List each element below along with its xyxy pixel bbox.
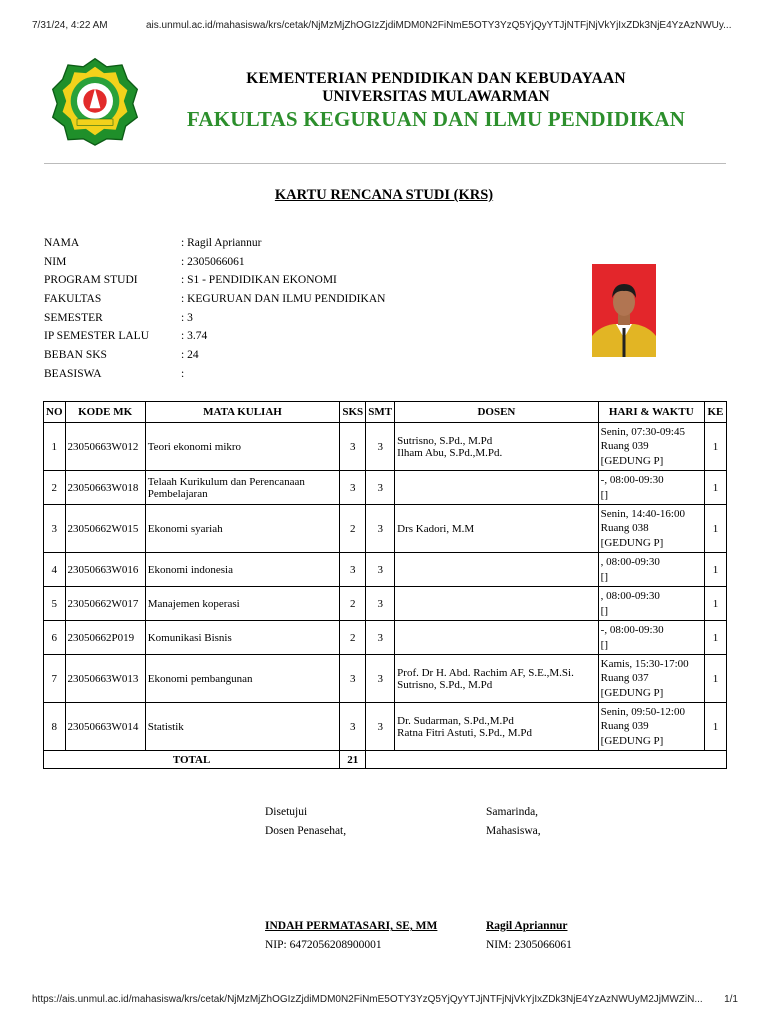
- cell-hari-waktu-line: Senin, 14:40-16:00: [600, 507, 685, 520]
- cell-no: 6: [44, 621, 66, 655]
- info-value: : Ragil Apriannur: [181, 237, 262, 249]
- info-value: : 3: [181, 311, 193, 324]
- table-row: [44, 423, 727, 471]
- cell-sks: 3: [340, 703, 366, 751]
- cell-no: 3: [44, 505, 66, 553]
- column-header: KE: [704, 402, 726, 423]
- cell-no: 1: [44, 423, 66, 471]
- info-row: [44, 274, 385, 293]
- table-row: [44, 655, 727, 703]
- info-label: BEBAN SKS: [44, 349, 107, 362]
- krs-table: [43, 401, 727, 769]
- student-info: [44, 237, 385, 387]
- cell-hari-waktu-line: Kamis, 15:30-17:00: [600, 657, 689, 670]
- info-label: SEMESTER: [44, 311, 103, 324]
- cell-hari-waktu-line: [GEDUNG P]: [600, 734, 664, 747]
- info-label: NIM: [44, 255, 67, 268]
- cell-hari-waktu: [598, 587, 704, 621]
- column-header: MATA KULIAH: [145, 402, 339, 423]
- student-label: Mahasiswa,: [486, 825, 541, 837]
- cell-mata-kuliah: Ekonomi syariah: [145, 505, 339, 553]
- cell-dosen-line: Ilham Abu, S.Pd.,M.Pd.: [397, 446, 503, 459]
- cell-ke: 1: [704, 655, 726, 703]
- cell-dosen: [395, 587, 598, 621]
- cell-hari-waktu-line: [GEDUNG P]: [600, 454, 664, 467]
- cell-ke: 1: [704, 621, 726, 655]
- table-row: [44, 703, 727, 751]
- ministry-name: KEMENTERIAN PENDIDIKAN DAN KEBUDAYAAN: [246, 70, 626, 87]
- cell-sks: 2: [340, 621, 366, 655]
- table-row: [44, 471, 727, 505]
- cell-mata-kuliah: Ekonomi pembangunan: [145, 655, 339, 703]
- print-datetime: 7/31/24, 4:22 AM: [32, 20, 108, 31]
- cell-kode-mk: 23050663W014: [65, 703, 145, 751]
- cell-dosen-line: Drs Kadori, M.M: [397, 522, 475, 535]
- page-number: 1/1: [724, 994, 738, 1005]
- header-divider: [44, 163, 726, 164]
- column-header: SKS: [340, 402, 366, 423]
- cell-hari-waktu: [598, 553, 704, 587]
- info-value: : 2305066061: [181, 255, 245, 268]
- info-value: : KEGURUAN DAN ILMU PENDIDIKAN: [181, 293, 386, 306]
- info-value: : 3.74: [181, 330, 208, 343]
- cell-hari-waktu: [598, 505, 704, 553]
- university-logo-icon: [50, 56, 140, 146]
- cell-ke: 1: [704, 703, 726, 751]
- cell-dosen: [395, 655, 598, 703]
- info-row: [44, 256, 385, 275]
- cell-smt: 3: [366, 505, 395, 553]
- cell-kode-mk: 23050663W013: [65, 655, 145, 703]
- cell-smt: 3: [366, 587, 395, 621]
- cell-dosen: [395, 471, 598, 505]
- cell-hari-waktu: [598, 703, 704, 751]
- cell-hari-waktu-line: []: [600, 570, 608, 583]
- cell-sks: 3: [340, 423, 366, 471]
- info-row: [44, 293, 385, 312]
- cell-ke: 1: [704, 553, 726, 587]
- cell-no: 5: [44, 587, 66, 621]
- cell-hari-waktu-line: , 08:00-09:30: [600, 590, 660, 602]
- cell-dosen: [395, 621, 598, 655]
- cell-sks: 3: [340, 553, 366, 587]
- approval-label: Disetujui: [265, 806, 308, 818]
- cell-kode-mk: 23050662W017: [65, 587, 145, 621]
- column-header: SMT: [366, 402, 395, 423]
- cell-smt: 3: [366, 471, 395, 505]
- cell-ke: 1: [704, 423, 726, 471]
- info-row: [44, 349, 385, 368]
- advisor-label: Dosen Penasehat,: [265, 825, 347, 837]
- cell-hari-waktu-line: Senin, 09:50-12:00: [600, 705, 685, 718]
- cell-mata-kuliah: Ekonomi indonesia: [145, 553, 339, 587]
- cell-hari-waktu-line: []: [600, 488, 608, 501]
- info-row: [44, 312, 385, 331]
- cell-dosen-line: Ratna Fitri Astuti, S.Pd., M.Pd: [397, 726, 532, 739]
- cell-hari-waktu-line: Ruang 039: [600, 720, 649, 733]
- column-header: HARI & WAKTU: [598, 402, 704, 423]
- info-value: : 24: [181, 349, 199, 362]
- cell-hari-waktu-line: Ruang 038: [600, 522, 649, 535]
- info-label: BEASISWA: [44, 367, 102, 380]
- cell-smt: 3: [366, 553, 395, 587]
- faculty-name: FAKULTAS KEGURUAN DAN ILMU PENDIDIKAN: [186, 107, 686, 131]
- cell-ke: 1: [704, 505, 726, 553]
- cell-hari-waktu-line: Ruang 039: [600, 440, 649, 453]
- student-signature-nim: NIM: 2305066061: [486, 939, 572, 951]
- cell-kode-mk: 23050662W015: [65, 505, 145, 553]
- print-footer-url: https://ais.unmul.ac.id/mahasiswa/krs/cetak/NjMzMjZhOGIzZjdiMDM0N2FiNmE5OTY3YzQ5YjQyYTJjNTFjNjVkYjIxZDk3NjE4YzAzNWUyM2JjMWZiN...: [32, 994, 703, 1005]
- cell-ke: 1: [704, 587, 726, 621]
- info-label: PROGRAM STUDI: [44, 274, 138, 287]
- cell-hari-waktu-line: -, 08:00-09:30: [600, 474, 664, 486]
- cell-hari-waktu: [598, 423, 704, 471]
- info-row: [44, 330, 385, 349]
- total-sks: 21: [340, 751, 366, 769]
- cell-smt: 3: [366, 655, 395, 703]
- table-row: [44, 553, 727, 587]
- cell-smt: 3: [366, 423, 395, 471]
- cell-hari-waktu-line: -, 08:00-09:30: [600, 624, 664, 636]
- column-header: NO: [44, 402, 66, 423]
- info-label: IP SEMESTER LALU: [44, 330, 149, 343]
- cell-dosen: [395, 553, 598, 587]
- document-title: KARTU RENCANA STUDI (KRS): [274, 187, 494, 203]
- cell-kode-mk: 23050663W012: [65, 423, 145, 471]
- info-value: :: [181, 367, 185, 380]
- cell-hari-waktu-line: Senin, 07:30-09:45: [600, 425, 685, 438]
- cell-hari-waktu-line: []: [600, 604, 608, 617]
- info-value: : S1 - PENDIDIKAN EKONOMI: [181, 274, 337, 287]
- total-label: TOTAL: [44, 751, 340, 769]
- place-label: Samarinda,: [486, 806, 539, 818]
- info-row: [44, 237, 385, 256]
- cell-kode-mk: 23050663W016: [65, 553, 145, 587]
- cell-dosen-line: Prof. Dr H. Abd. Rachim AF, S.E.,M.Si.: [397, 666, 574, 679]
- table-header-row: [44, 402, 727, 423]
- cell-hari-waktu: [598, 471, 704, 505]
- cell-hari-waktu-line: []: [600, 638, 608, 651]
- info-row: [44, 368, 385, 387]
- cell-dosen-line: Dr. Sudarman, S.Pd.,M.Pd: [397, 714, 514, 727]
- cell-sks: 3: [340, 471, 366, 505]
- student-signature-name: Ragil Apriannur: [486, 920, 568, 932]
- cell-dosen-line: Sutrisno, S.Pd., M.Pd: [397, 678, 493, 691]
- university-name: UNIVERSITAS MULAWARMAN: [322, 88, 550, 105]
- student-photo: [592, 264, 656, 357]
- column-header: KODE MK: [65, 402, 145, 423]
- table-row: [44, 505, 727, 553]
- cell-mata-kuliah: Teori ekonomi mikro: [145, 423, 339, 471]
- table-row: [44, 621, 727, 655]
- print-header-url: ais.unmul.ac.id/mahasiswa/krs/cetak/NjMzMjZhOGIzZjdiMDM0N2FiNmE5OTY3YzQ5YjQyYTJjNTFjNjVkYjIxZDk3NjE4YzAzNWUy...: [146, 20, 732, 31]
- info-label: NAMA: [44, 237, 80, 249]
- cell-no: 7: [44, 655, 66, 703]
- cell-hari-waktu-line: Ruang 037: [600, 672, 649, 685]
- cell-mata-kuliah: Telaah Kurikulum dan Perencanaan Pembelajaran: [145, 471, 339, 505]
- cell-dosen-line: Sutrisno, S.Pd., M.Pd: [397, 434, 493, 447]
- cell-no: 2: [44, 471, 66, 505]
- info-label: FAKULTAS: [44, 293, 102, 306]
- column-header: DOSEN: [395, 402, 598, 423]
- cell-dosen: [395, 703, 598, 751]
- table-row: [44, 587, 727, 621]
- advisor-nip: NIP: 6472056208900001: [265, 939, 382, 951]
- cell-no: 4: [44, 553, 66, 587]
- cell-hari-waktu-line: [GEDUNG P]: [600, 536, 664, 549]
- advisor-name: INDAH PERMATASARI, SE, MM: [265, 920, 438, 932]
- cell-mata-kuliah: Statistik: [145, 703, 339, 751]
- cell-sks: 2: [340, 587, 366, 621]
- cell-no: 8: [44, 703, 66, 751]
- cell-hari-waktu: [598, 655, 704, 703]
- cell-smt: 3: [366, 703, 395, 751]
- total-empty: [366, 751, 727, 769]
- cell-mata-kuliah: Komunikasi Bisnis: [145, 621, 339, 655]
- cell-hari-waktu-line: [GEDUNG P]: [600, 686, 664, 699]
- cell-smt: 3: [366, 621, 395, 655]
- cell-mata-kuliah: Manajemen koperasi: [145, 587, 339, 621]
- cell-sks: 3: [340, 655, 366, 703]
- cell-dosen: [395, 423, 598, 471]
- cell-ke: 1: [704, 471, 726, 505]
- cell-kode-mk: 23050662P019: [65, 621, 145, 655]
- cell-kode-mk: 23050663W018: [65, 471, 145, 505]
- cell-dosen: [395, 505, 598, 553]
- total-row: [44, 751, 727, 769]
- cell-hari-waktu: [598, 621, 704, 655]
- cell-sks: 2: [340, 505, 366, 553]
- cell-hari-waktu-line: , 08:00-09:30: [600, 556, 660, 568]
